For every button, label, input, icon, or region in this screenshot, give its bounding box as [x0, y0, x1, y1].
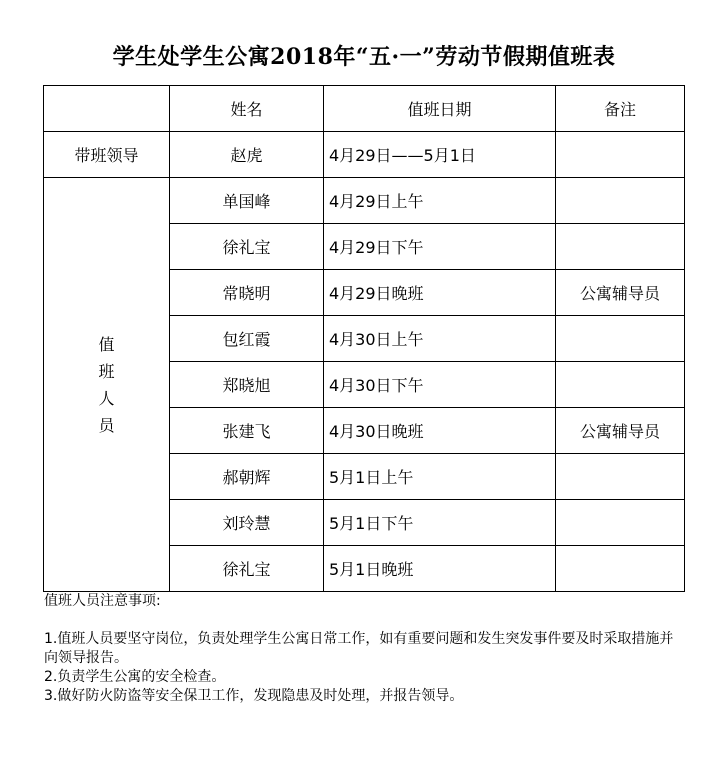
staff-note	[556, 224, 685, 270]
page-title: 学生处学生公寓2018年“五·一”劳动节假期值班表	[112, 44, 616, 70]
staff-name: 刘玲慧	[170, 500, 324, 546]
staff-date: 4月30日下午	[324, 362, 556, 408]
staff-date: 4月29日晚班	[324, 270, 556, 316]
duty-table	[43, 85, 685, 592]
staff-name: 张建飞	[170, 408, 324, 454]
leader-name: 赵虎	[170, 132, 324, 178]
staff-name: 郝朝辉	[170, 454, 324, 500]
staff-date: 5月1日晚班	[324, 546, 556, 592]
staff-date: 5月1日上午	[324, 454, 556, 500]
staff-note: 公寓辅导员	[556, 270, 685, 316]
staff-name: 包红霞	[170, 316, 324, 362]
staff-group-char: 员	[98, 415, 115, 435]
staff-group-label	[44, 178, 170, 592]
staff-name: 郑晓旭	[170, 362, 324, 408]
note-item: 3.做好防火防盗等安全保卫工作，发现隐患及时处理，并报告领导。	[44, 688, 464, 704]
staff-date: 4月29日下午	[324, 224, 556, 270]
staff-note	[556, 500, 685, 546]
header-date: 值班日期	[324, 86, 556, 132]
staff-name: 常晓明	[170, 270, 324, 316]
note-item: 1.值班人员要坚守岗位，负责处理学生公寓日常工作，如有重要问题和发生突发事件要及时采取措施并向领导报告。	[44, 631, 674, 666]
leader-note	[556, 132, 685, 178]
staff-name: 徐礼宝	[170, 224, 324, 270]
staff-name: 徐礼宝	[170, 546, 324, 592]
staff-note	[556, 454, 685, 500]
staff-note: 公寓辅导员	[556, 408, 685, 454]
leader-role: 带班领导	[44, 132, 170, 178]
note-item: 2.负责学生公寓的安全检查。	[44, 669, 226, 685]
header-blank	[44, 86, 170, 132]
staff-name: 单国峰	[170, 178, 324, 224]
leader-date: 4月29日——5月1日	[324, 132, 556, 178]
leader-row	[44, 132, 685, 178]
staff-date: 4月29日上午	[324, 178, 556, 224]
duty-notes	[44, 592, 684, 706]
staff-group-char: 人	[98, 388, 115, 408]
staff-note	[556, 362, 685, 408]
table-header-row	[44, 86, 685, 132]
staff-group-char: 值	[98, 334, 115, 354]
staff-group-char: 班	[98, 361, 115, 381]
table-row	[44, 178, 685, 224]
header-name: 姓名	[170, 86, 324, 132]
notes-heading: 值班人员注意事项:	[44, 593, 161, 609]
header-note: 备注	[556, 86, 685, 132]
staff-note	[556, 178, 685, 224]
staff-date: 4月30日晚班	[324, 408, 556, 454]
staff-note	[556, 316, 685, 362]
staff-date: 5月1日下午	[324, 500, 556, 546]
staff-note	[556, 546, 685, 592]
staff-date: 4月30日上午	[324, 316, 556, 362]
